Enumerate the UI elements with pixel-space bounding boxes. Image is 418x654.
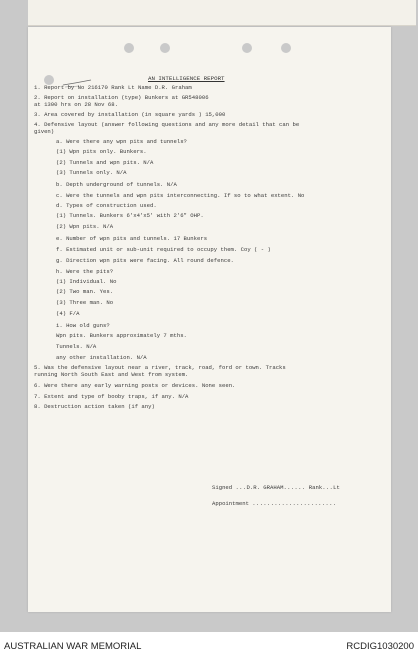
report-line: e. Number of wpn pits and tunnels. 17 Bunkers xyxy=(56,235,208,242)
report-line: (1) Individual. No xyxy=(56,278,117,285)
report-line: i. How old guns? xyxy=(56,322,110,329)
report-line: (3) Three man. No xyxy=(56,299,114,306)
report-line: any other installation. N/A xyxy=(56,354,147,361)
report-line: given) xyxy=(34,128,55,135)
report-line: h. Were the pits? xyxy=(56,268,114,275)
archive-id: RCDIG1030200 xyxy=(346,641,414,652)
report-line: a. Were there any wpn pits and tunnels? xyxy=(56,138,187,145)
signed-label: Signed xyxy=(212,484,233,491)
report-line: f. Estimated unit or sub-unit required to occupy them. Coy ( - ) xyxy=(56,246,271,253)
report-line: (3) Tunnels only. N/A xyxy=(56,169,127,176)
report-line: 1. Report by No 216170 Rank Lt Name D.R. Graham xyxy=(34,84,192,91)
report-line: (2) Wpn pits. N/A xyxy=(56,223,114,230)
previous-page-edge xyxy=(28,0,416,26)
report-line: c. Were the tunnels and wpn pits interconnecting. If so to what extent. No xyxy=(56,192,305,199)
report-line: Wpn pits. Bunkers approximately 7 mths. xyxy=(56,332,187,339)
appointment-line: Appointment ....................... xyxy=(212,500,337,507)
report-line: 2. Report on installation (type) Bunkers at GR548006 xyxy=(34,94,209,101)
report-line: g. Direction wpn pits were facing. All round defence. xyxy=(56,257,234,264)
report-line: at 1300 hrs on 28 Nov 68. xyxy=(34,101,118,108)
report-line: (1) Tunnels. Bunkers 6'x4'x5' with 2'6" OHP. xyxy=(56,212,204,219)
report-line: d. Types of construction used. xyxy=(56,202,157,209)
report-line: 4. Defensive layout (answer following questions and any more detail that can be xyxy=(34,121,300,128)
report-line: (2) Two man. Yes. xyxy=(56,288,114,295)
report-body xyxy=(28,27,391,612)
report-line: (2) Tunnels and wpn pits. N/A xyxy=(56,159,154,166)
report-line: Tunnels. N/A xyxy=(56,343,97,350)
document-page xyxy=(28,27,391,612)
footer-bar xyxy=(0,632,418,654)
rank-value: Lt xyxy=(333,484,340,491)
report-line: 7. Extent and type of booby traps, if any. N/A xyxy=(34,393,189,400)
report-line: (1) Wpn pits only. Bunkers. xyxy=(56,148,147,155)
report-line: 5. Was the defensive layout near a river, track, road, ford or town. Tracks xyxy=(34,364,286,371)
report-line: b. Depth underground of tunnels. N/A xyxy=(56,181,177,188)
report-line: 8. Destruction action taken (if any) xyxy=(34,403,155,410)
rank-label: Rank xyxy=(308,484,323,491)
signature-line: Signed ...D.R. GRAHAM...... Rank...Lt xyxy=(212,484,340,491)
report-line: 6. Were there any early warning posts or devices. None seen. xyxy=(34,382,236,389)
report-line: 3. Area covered by installation (in square yards ) 15,000 xyxy=(34,111,226,118)
report-line: (4) F/A xyxy=(56,310,80,317)
archive-name: AUSTRALIAN WAR MEMORIAL xyxy=(4,641,142,652)
signed-name: D.R. GRAHAM xyxy=(246,484,284,491)
document-title: AN INTELLIGENCE REPORT xyxy=(148,75,225,82)
report-line: running North South East and West from system. xyxy=(34,371,189,378)
appointment-label: Appointment xyxy=(212,500,249,507)
